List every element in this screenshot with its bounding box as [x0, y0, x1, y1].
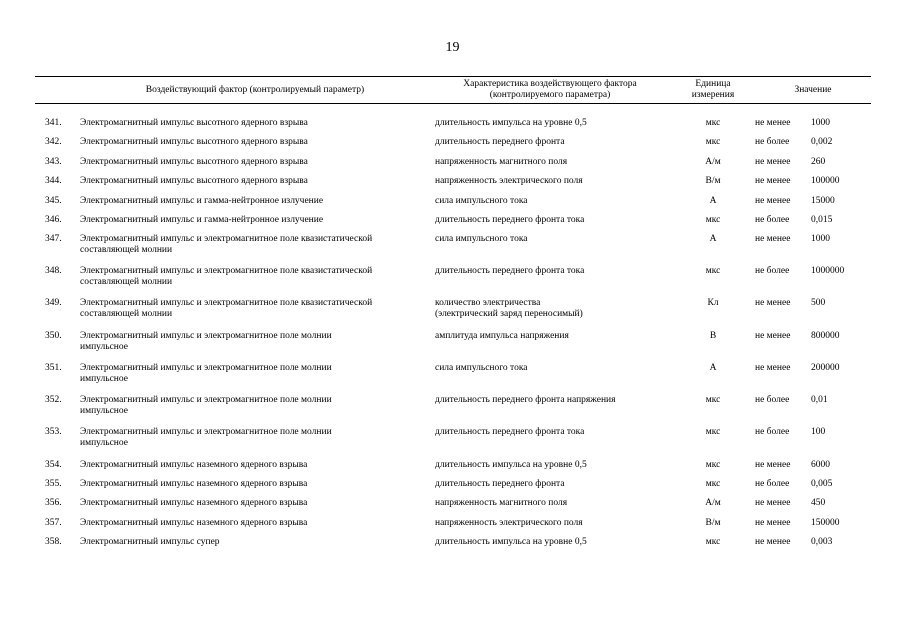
header-factor	[80, 77, 430, 103]
row-value: 0,005	[811, 479, 833, 489]
row-characteristic	[435, 331, 569, 342]
row-value: 0,003	[811, 537, 833, 547]
row-factor	[80, 298, 372, 320]
row-value: 1000	[811, 234, 830, 244]
row-characteristic-line: напряженность магнитного поля	[435, 157, 568, 167]
row-characteristic-line: длительность импульса на уровне 0,5	[435, 537, 587, 547]
row-number: 358.	[45, 537, 62, 547]
row-number: 345.	[45, 196, 62, 206]
row-factor	[80, 363, 332, 385]
row-characteristic-line: длительность импульса на уровне 0,5	[435, 118, 587, 128]
row-factor-line: Электромагнитный импульс и гамма-нейтронное излучение	[80, 215, 324, 225]
row-factor-line: импульсное	[80, 438, 128, 448]
row-comparison: не более	[755, 427, 790, 437]
row-number: 347.	[45, 234, 62, 244]
page-number: 19	[445, 40, 460, 55]
row-factor-line: составляющей молнии	[80, 309, 173, 319]
row-characteristic-line: длительность переднего фронта	[435, 479, 565, 489]
row-characteristic	[435, 460, 587, 471]
row-value: 1000	[811, 118, 830, 128]
row-unit: мкс	[705, 118, 721, 128]
row-comparison: не менее	[755, 518, 791, 528]
row-value: 0,01	[811, 395, 828, 405]
row-characteristic-line: длительность переднего фронта тока	[435, 266, 585, 276]
row-characteristic-line: длительность переднего фронта напряжения	[435, 395, 616, 405]
row-factor	[80, 518, 307, 529]
table-header	[35, 76, 871, 104]
header-characteristic-line1: Характеристика воздействующего фактора	[463, 79, 637, 89]
row-factor	[80, 215, 323, 226]
row-characteristic-line: напряженность электрического поля	[435, 518, 583, 528]
row-number: 344.	[45, 176, 62, 186]
header-value-label: Значение	[794, 84, 832, 95]
row-comparison: не более	[755, 395, 790, 405]
row-factor	[80, 395, 332, 417]
row-factor	[80, 176, 308, 187]
row-comparison: не менее	[755, 298, 791, 308]
row-comparison: не более	[755, 215, 790, 225]
row-factor-line: Электромагнитный импульс высотного ядерного взрыва	[80, 118, 308, 128]
row-value: 6000	[811, 460, 830, 470]
row-value: 15000	[811, 196, 835, 206]
row-characteristic	[435, 137, 565, 148]
row-number: 352.	[45, 395, 62, 405]
row-characteristic	[435, 518, 583, 529]
row-number: 356.	[45, 498, 62, 508]
row-comparison: не менее	[755, 234, 791, 244]
row-factor-line: составляющей молнии	[80, 277, 173, 287]
row-unit: А/м	[705, 498, 721, 508]
row-factor-line: импульсное	[80, 342, 128, 352]
row-number: 342.	[45, 137, 62, 147]
header-unit-label	[692, 79, 734, 101]
row-factor-line: Электромагнитный импульс и электромагнитное поле квазистатической	[80, 234, 373, 244]
row-value: 100	[811, 427, 826, 437]
row-factor-line: Электромагнитный импульс и электромагнитное поле молнии	[80, 363, 332, 373]
row-factor-line: Электромагнитный импульс и электромагнитное поле молнии	[80, 395, 332, 405]
row-number: 357.	[45, 518, 62, 528]
row-characteristic-line: сила импульсного тока	[435, 196, 528, 206]
row-number: 343.	[45, 157, 62, 167]
row-factor-line: Электромагнитный импульс наземного ядерного взрыва	[80, 498, 308, 508]
row-unit: Кл	[707, 298, 719, 308]
row-factor	[80, 427, 332, 449]
header-factor-label: Воздействующий фактор (контролируемый параметр)	[145, 84, 365, 95]
row-factor	[80, 118, 308, 129]
row-number: 353.	[45, 427, 62, 437]
row-number: 341.	[45, 118, 62, 128]
row-factor-line: Электромагнитный импульс и электромагнитное поле квазистатической	[80, 298, 373, 308]
row-unit: А/м	[705, 157, 721, 167]
row-characteristic	[435, 479, 565, 490]
row-characteristic	[435, 234, 528, 245]
row-number: 346.	[45, 215, 62, 225]
row-unit: А	[709, 234, 717, 244]
row-factor	[80, 137, 308, 148]
row-factor	[80, 266, 372, 288]
row-factor-line: импульсное	[80, 406, 128, 416]
row-characteristic	[435, 157, 567, 168]
row-characteristic-line: количество электричества	[435, 298, 541, 308]
row-comparison: не менее	[755, 118, 791, 128]
row-factor-line: Электромагнитный импульс и электромагнитное поле квазистатической	[80, 266, 373, 276]
row-unit: В/м	[705, 518, 721, 528]
row-characteristic	[435, 266, 584, 277]
row-value: 260	[811, 157, 826, 167]
row-characteristic	[435, 395, 615, 406]
row-comparison: не менее	[755, 460, 791, 470]
row-value: 0,015	[811, 215, 833, 225]
row-factor	[80, 234, 372, 256]
row-factor-line: Электромагнитный импульс высотного ядерного взрыва	[80, 157, 308, 167]
row-value: 0,002	[811, 137, 833, 147]
row-unit: мкс	[705, 215, 721, 225]
row-unit: мкс	[705, 460, 721, 470]
row-characteristic-line: сила импульсного тока	[435, 234, 528, 244]
row-value: 100000	[811, 176, 840, 186]
row-number: 348.	[45, 266, 62, 276]
row-characteristic	[435, 537, 587, 548]
row-comparison: не менее	[755, 537, 791, 547]
row-value: 500	[811, 298, 826, 308]
row-number: 349.	[45, 298, 62, 308]
row-unit: мкс	[705, 266, 721, 276]
row-comparison: не менее	[755, 331, 791, 341]
header-unit-line2: измерения	[691, 90, 735, 100]
row-factor	[80, 196, 323, 207]
row-comparison: не менее	[755, 498, 791, 508]
row-comparison: не менее	[755, 176, 791, 186]
row-comparison: не более	[755, 137, 790, 147]
row-value: 800000	[811, 331, 840, 341]
row-characteristic-line: длительность импульса на уровне 0,5	[435, 460, 587, 470]
row-factor	[80, 498, 307, 509]
row-factor-line: Электромагнитный импульс супер	[80, 537, 220, 547]
row-value: 150000	[811, 518, 840, 528]
row-factor	[80, 331, 332, 353]
row-characteristic-line: длительность переднего фронта тока	[435, 427, 585, 437]
row-factor-line: составляющей молнии	[80, 245, 173, 255]
header-value	[755, 77, 871, 103]
row-number: 354.	[45, 460, 62, 470]
row-comparison: не более	[755, 266, 790, 276]
row-factor-line: Электромагнитный импульс высотного ядерного взрыва	[80, 137, 308, 147]
header-characteristic-label	[463, 79, 636, 101]
row-unit: В/м	[705, 176, 721, 186]
row-factor-line: Электромагнитный импульс и гамма-нейтронное излучение	[80, 196, 324, 206]
row-characteristic	[435, 298, 583, 320]
row-factor	[80, 479, 307, 490]
row-characteristic	[435, 215, 584, 226]
row-characteristic-line: амплитуда импульса напряжения	[435, 331, 569, 341]
row-unit: В	[709, 331, 717, 341]
row-unit: мкс	[705, 479, 721, 489]
row-comparison: не менее	[755, 363, 791, 373]
row-comparison: не менее	[755, 196, 791, 206]
header-unit-line1: Единица	[695, 79, 731, 89]
row-characteristic-line: (электрический заряд переносимый)	[435, 309, 583, 319]
row-unit: мкс	[705, 395, 721, 405]
row-unit: А	[709, 196, 717, 206]
row-factor	[80, 157, 308, 168]
row-number: 351.	[45, 363, 62, 373]
row-factor-line: Электромагнитный импульс высотного ядерного взрыва	[80, 176, 308, 186]
row-unit: А	[709, 363, 717, 373]
row-factor-line: импульсное	[80, 374, 128, 384]
header-unit	[675, 77, 751, 103]
row-characteristic	[435, 196, 528, 207]
row-unit: мкс	[705, 537, 721, 547]
row-characteristic-line: напряженность магнитного поля	[435, 498, 568, 508]
row-number: 355.	[45, 479, 62, 489]
row-comparison: не более	[755, 479, 790, 489]
row-factor	[80, 460, 307, 471]
row-unit: мкс	[705, 427, 721, 437]
row-characteristic	[435, 363, 528, 374]
row-characteristic-line: сила импульсного тока	[435, 363, 528, 373]
row-characteristic	[435, 118, 587, 129]
row-factor	[80, 537, 220, 548]
row-characteristic	[435, 176, 583, 187]
row-characteristic	[435, 427, 584, 438]
row-factor-line: Электромагнитный импульс наземного ядерного взрыва	[80, 518, 308, 528]
row-unit: мкс	[705, 137, 721, 147]
row-value: 200000	[811, 363, 840, 373]
row-factor-line: Электромагнитный импульс и электромагнитное поле молнии	[80, 427, 332, 437]
row-characteristic-line: длительность переднего фронта тока	[435, 215, 585, 225]
header-characteristic	[435, 77, 665, 103]
row-characteristic-line: длительность переднего фронта	[435, 137, 565, 147]
row-value: 1000000	[811, 266, 845, 276]
row-factor-line: Электромагнитный импульс наземного ядерного взрыва	[80, 479, 308, 489]
row-characteristic	[435, 498, 567, 509]
header-characteristic-line2: (контролируемого параметра)	[489, 90, 611, 100]
row-comparison: не менее	[755, 157, 791, 167]
row-number: 350.	[45, 331, 62, 341]
row-value: 450	[811, 498, 826, 508]
row-characteristic-line: напряженность электрического поля	[435, 176, 583, 186]
row-factor-line: Электромагнитный импульс наземного ядерного взрыва	[80, 460, 308, 470]
row-factor-line: Электромагнитный импульс и электромагнитное поле молнии	[80, 331, 332, 341]
